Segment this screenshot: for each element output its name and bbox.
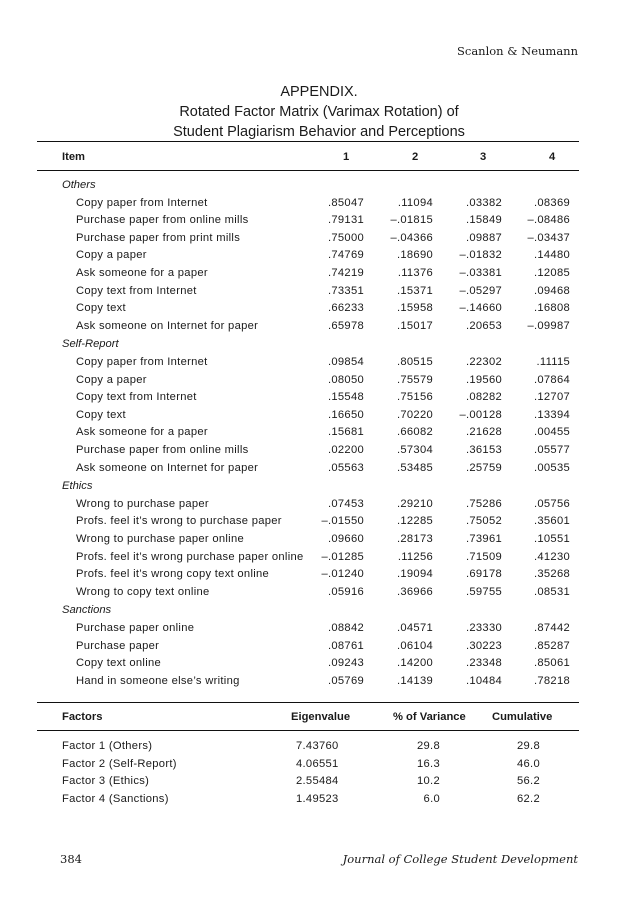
item-label: Ask someone for a paper (76, 267, 208, 279)
factor-row (0, 793, 638, 810)
table-row (0, 551, 638, 568)
loading-value: .57304 (396, 444, 433, 456)
loading-value: .28173 (396, 533, 433, 545)
table-row (0, 249, 638, 266)
loading-value: .12285 (396, 515, 433, 528)
item-label: Profs. feel it’s wrong purchase paper online (76, 550, 304, 563)
loading-value: –.09987 (527, 319, 570, 332)
item-label: Copy text (76, 408, 126, 421)
table-row (0, 462, 638, 479)
loading-value: .85287 (533, 639, 570, 652)
header-rule (37, 170, 579, 171)
col-header-1: 1 (343, 151, 350, 163)
loading-value: .14139 (396, 674, 433, 687)
item-label: Copy paper from Internet (76, 356, 208, 368)
loading-value: .10551 (533, 533, 570, 545)
loading-value: .10484 (465, 674, 502, 687)
loading-value: .08282 (465, 391, 502, 404)
item-label: Copy text from Internet (76, 391, 197, 404)
loading-value: .05563 (327, 461, 364, 474)
table-row (0, 267, 638, 284)
loading-value: .07864 (533, 373, 570, 386)
loading-value: .15958 (396, 302, 433, 315)
loading-value: .11376 (397, 267, 433, 279)
table-row (0, 320, 638, 337)
item-label: Copy a paper (76, 373, 147, 386)
loading-value: .07453 (327, 497, 364, 510)
loading-value: .35268 (533, 568, 570, 581)
loading-value: .03382 (465, 196, 502, 209)
table-row (0, 657, 638, 674)
item-label: Copy a paper (76, 249, 147, 262)
loading-value: .09243 (327, 657, 364, 670)
cumulative-value: 46.0 (517, 757, 540, 770)
loading-value: .09660 (327, 533, 364, 545)
loading-value: .11256 (397, 550, 433, 563)
loading-value: .19560 (465, 373, 502, 386)
loading-value: .87442 (533, 622, 570, 634)
item-label: Wrong to purchase paper (76, 497, 209, 510)
running-header: Scanlon & Neumann (457, 44, 578, 58)
item-label: Profs. feel it’s wrong to purchase paper (76, 515, 282, 528)
loading-value: –.01832 (459, 249, 502, 262)
loading-value: .85047 (327, 196, 364, 209)
col-header-4: 4 (549, 151, 556, 163)
loading-value: .05756 (533, 497, 570, 510)
table-row (0, 214, 638, 231)
loading-value: .11094 (397, 196, 433, 209)
cumulative-value: 29.8 (517, 740, 540, 752)
factor-label: Factor 4 (Sanctions) (62, 792, 169, 805)
loading-value: .12085 (533, 267, 570, 279)
table-row (0, 426, 638, 443)
item-label: Purchase paper from print mills (76, 231, 241, 244)
loading-value: –.01550 (321, 515, 364, 528)
loading-value: .23330 (465, 622, 502, 634)
loading-value: .09887 (465, 231, 502, 244)
factor-label: Factor 3 (Ethics) (62, 775, 150, 787)
loading-value: .73961 (465, 533, 502, 545)
loading-value: .59755 (465, 585, 502, 598)
table-row (0, 515, 638, 532)
item-label: Ask someone on Internet for paper (76, 461, 259, 474)
loading-value: .18690 (396, 249, 433, 262)
loading-value: .04571 (396, 622, 433, 634)
item-label: Ask someone for a paper (76, 426, 208, 439)
item-label: Profs. feel it’s wrong copy text online (76, 568, 270, 581)
loading-value: .15849 (465, 214, 502, 227)
table-title (0, 82, 638, 142)
loading-value: .11115 (536, 356, 570, 368)
variance-value: 10.2 (417, 775, 440, 787)
loading-value: .05916 (327, 585, 364, 598)
factor-label: Factor 2 (Self-Report) (62, 757, 177, 770)
loading-value: .08761 (327, 639, 364, 652)
loading-value: .25759 (465, 461, 502, 474)
factor-row (0, 775, 638, 792)
loading-value: –.03381 (459, 267, 502, 279)
variance-value: 6.0 (423, 792, 440, 805)
loading-value: .73351 (327, 284, 364, 297)
table-row (0, 675, 638, 692)
table-row (0, 498, 638, 515)
loading-value: –.08486 (527, 214, 570, 227)
eigenvalue-value: 1.49523 (296, 792, 339, 805)
loading-value: .12707 (533, 391, 570, 404)
loading-value: .05769 (327, 674, 364, 687)
table-row (0, 285, 638, 302)
eigenvalue-value: 4.06551 (296, 757, 339, 770)
loading-value: –.00128 (459, 408, 502, 421)
loading-value: .75579 (396, 373, 433, 386)
factors-header-label: Factors (62, 711, 103, 723)
item-label: Purchase paper online (76, 622, 195, 634)
loading-value: .85061 (533, 657, 570, 670)
loading-value: .74769 (327, 249, 364, 262)
loading-value: .16650 (327, 408, 364, 421)
loading-value: .15548 (327, 391, 364, 404)
loading-value: .09468 (533, 284, 570, 297)
journal-name: Journal of College Student Development (342, 852, 578, 866)
section-heading: Self-Report (62, 338, 119, 351)
loading-value: –.14660 (459, 302, 502, 315)
cumulative-value: 56.2 (517, 775, 540, 787)
table-row (0, 391, 638, 408)
table-row (0, 622, 638, 639)
table-row (0, 356, 638, 373)
loading-value: .71509 (465, 550, 502, 563)
eigenvalue-value: 7.43760 (296, 740, 339, 752)
loading-value: –.05297 (459, 284, 502, 297)
loading-value: .15371 (396, 284, 433, 297)
table-row (0, 232, 638, 249)
col-header-2: 2 (412, 151, 419, 163)
loading-value: .08369 (533, 196, 570, 209)
title-line-1: APPENDIX. (280, 84, 358, 100)
loading-value: –.04366 (390, 231, 433, 244)
factors-header-cumulative: Cumulative (492, 711, 553, 723)
loading-value: .15017 (396, 319, 433, 332)
section-heading: Sanctions (62, 604, 112, 617)
col-header-3: 3 (480, 151, 487, 163)
loading-value: .09854 (327, 356, 364, 368)
variance-value: 16.3 (417, 757, 440, 770)
loading-value: –.03437 (527, 231, 570, 244)
item-label: Purchase paper (76, 639, 160, 652)
loading-value: .19094 (396, 568, 433, 581)
table-row (0, 586, 638, 603)
table-row (0, 374, 638, 391)
factor-label: Factor 1 (Others) (62, 740, 153, 752)
loading-value: .69178 (465, 568, 502, 581)
loading-value: .75000 (327, 231, 364, 244)
loading-value: .00455 (533, 426, 570, 439)
loading-value: .13394 (533, 408, 570, 421)
loading-value: .02200 (327, 444, 364, 456)
table-row (0, 302, 638, 319)
item-label: Ask someone on Internet for paper (76, 319, 259, 332)
loading-value: .35601 (533, 515, 570, 528)
loading-value: .36153 (465, 444, 502, 456)
factors-header-rule (37, 730, 579, 731)
title-line-2: Rotated Factor Matrix (Varimax Rotation) of (179, 104, 459, 120)
loading-value: .20653 (465, 319, 502, 332)
title-line-3: Student Plagiarism Behavior and Perceptions (173, 124, 465, 140)
section-heading: Others (62, 179, 96, 191)
table-row (0, 568, 638, 585)
table-row (0, 444, 638, 461)
loading-value: .14480 (533, 249, 570, 262)
cumulative-value: 62.2 (517, 792, 540, 805)
loading-value: .74219 (327, 267, 364, 279)
loading-value: –.01815 (390, 214, 433, 227)
item-label: Copy text from Internet (76, 284, 197, 297)
item-label: Hand in someone else’s writing (76, 674, 240, 687)
loading-value: .78218 (533, 674, 570, 687)
item-label: Purchase paper from online mills (76, 444, 249, 456)
loading-value: .75156 (396, 391, 433, 404)
loading-value: .08050 (327, 373, 364, 386)
item-label: Wrong to purchase paper online (76, 533, 245, 545)
loading-value: .66082 (396, 426, 433, 439)
table-row (0, 533, 638, 550)
loading-value: .16808 (533, 302, 570, 315)
loading-value: .08842 (327, 622, 364, 634)
loading-value: .14200 (396, 657, 433, 670)
loading-value: .06104 (396, 639, 433, 652)
table-row (0, 409, 638, 426)
loading-value: .53485 (396, 461, 433, 474)
loading-value: .29210 (396, 497, 433, 510)
loading-value: .23348 (465, 657, 502, 670)
item-label: Copy text online (76, 657, 162, 670)
matrix-bottom-rule (37, 702, 579, 703)
page-number: 384 (60, 852, 82, 866)
loading-value: .05577 (533, 444, 570, 456)
loading-value: .30223 (465, 639, 502, 652)
loading-value: .65978 (327, 319, 364, 332)
loading-value: –.01240 (321, 568, 364, 581)
loading-value: .00535 (533, 461, 570, 474)
factors-header-eigenvalue: Eigenvalue (291, 711, 351, 723)
section-heading: Ethics (62, 480, 93, 493)
loading-value: .21628 (465, 426, 502, 439)
item-label: Wrong to copy text online (76, 585, 210, 598)
top-rule (37, 141, 579, 142)
variance-value: 29.8 (417, 740, 440, 752)
loading-value: –.01285 (321, 550, 364, 563)
loading-value: .22302 (465, 356, 502, 368)
factor-row (0, 758, 638, 775)
loading-value: .79131 (327, 214, 364, 227)
eigenvalue-value: 2.55484 (296, 775, 339, 787)
factor-row (0, 740, 638, 757)
col-header-item: Item (62, 151, 86, 163)
loading-value: .15681 (327, 426, 364, 439)
table-row (0, 197, 638, 214)
loading-value: .36966 (396, 585, 433, 598)
item-label: Purchase paper from online mills (76, 214, 249, 227)
loading-value: .08531 (533, 585, 570, 598)
item-label: Copy paper from Internet (76, 196, 208, 209)
loading-value: .75052 (465, 515, 502, 528)
loading-value: .80515 (396, 356, 433, 368)
loading-value: .66233 (327, 302, 364, 315)
loading-value: .70220 (396, 408, 433, 421)
item-label: Copy text (76, 302, 126, 315)
table-row (0, 640, 638, 657)
loading-value: .75286 (465, 497, 502, 510)
loading-value: .41230 (533, 550, 570, 563)
factors-header-variance: % of Variance (393, 711, 466, 723)
